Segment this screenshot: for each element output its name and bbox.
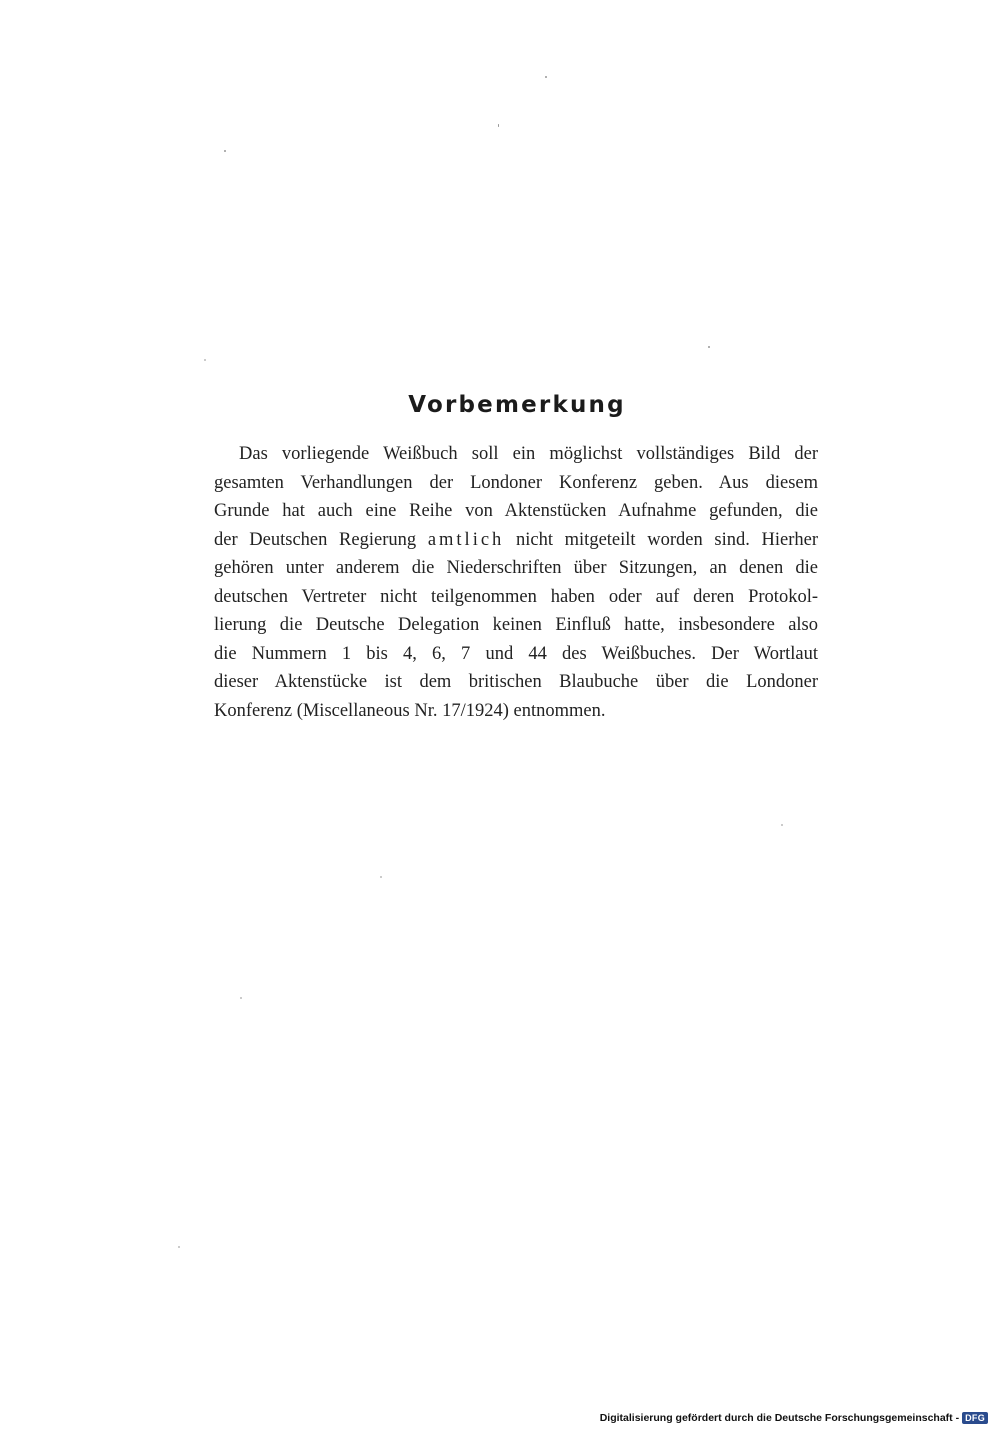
dfg-logo-icon: DFG	[962, 1412, 988, 1424]
scan-speck	[498, 124, 499, 127]
paragraph-line: Das vorliegende Weißbuch soll ein möglichst vollständiges Bild der	[239, 444, 818, 464]
paragraph-line: dieser Aktenstücke ist dem britischen Blaubuche über die Londoner	[214, 672, 818, 692]
paragraph-line-segment: nicht mitgeteilt worden sind. Hierher	[515, 529, 819, 550]
paragraph-line: gesamten Verhandlungen der Londoner Konferenz geben. Aus diesem	[214, 472, 818, 493]
paragraph-line: Konferenz (Miscellaneous Nr. 17/1924) entnommen.	[214, 700, 606, 721]
scan-speck	[708, 346, 710, 348]
paragraph-line: Grunde hat auch eine Reihe von Aktenstücken Aufnahme gefunden, die	[214, 501, 818, 521]
scan-speck	[781, 824, 783, 826]
paragraph-line: lierung die Deutsche Delegation keinen Einfluß hatte, insbesondere also	[214, 615, 818, 635]
scan-speck	[380, 876, 382, 878]
scan-speck	[545, 76, 547, 78]
emphasized-word: amtlich	[427, 529, 505, 550]
scan-speck	[204, 359, 206, 361]
paragraph-line: deutschen Vertreter nicht teilgenommen haben oder auf deren Protokol-	[214, 586, 818, 607]
paragraph-line-segment: der Deutschen Regierung	[214, 529, 417, 550]
scan-speck	[240, 997, 242, 999]
paragraph-line-emphasis	[214, 526, 818, 555]
preface-paragraph	[214, 440, 818, 725]
scan-speck	[178, 1246, 180, 1248]
footer-text: Digitalisierung gefördert durch die Deutsche Forschungsgemeinschaft -	[599, 1412, 960, 1424]
paragraph-line: die Nummern 1 bis 4, 6, 7 und 44 des Weißbuches. Der Wortlaut	[214, 643, 818, 664]
funding-footer	[600, 1412, 988, 1424]
paragraph-line: gehören unter anderem die Niederschriften über Sitzungen, an denen die	[214, 558, 818, 578]
page-heading: Vorbemerkung	[408, 392, 626, 418]
scan-speck	[224, 150, 226, 152]
